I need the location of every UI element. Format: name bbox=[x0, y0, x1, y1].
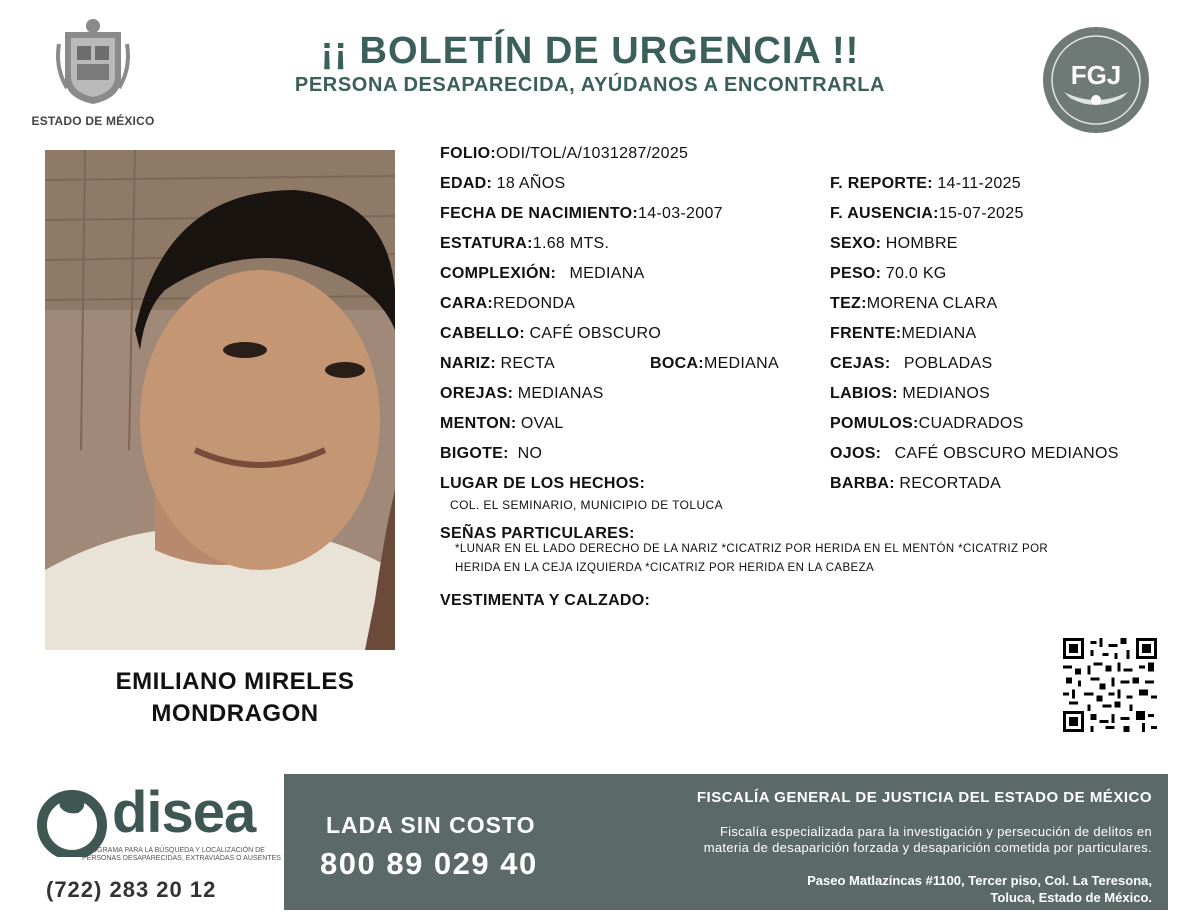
field-cara bbox=[440, 294, 575, 314]
field-nariz bbox=[440, 354, 555, 374]
odisea-logo bbox=[36, 780, 281, 875]
toll-free-label: LADA SIN COSTO bbox=[326, 812, 536, 838]
peso-label: PESO: bbox=[830, 265, 882, 282]
field-senas-label bbox=[440, 524, 635, 544]
labios-label: LABIOS: bbox=[830, 385, 898, 402]
nariz-label: NARIZ: bbox=[440, 355, 497, 372]
frente-label: FRENTE: bbox=[830, 325, 902, 342]
barba-value: RECORTADA bbox=[899, 475, 1002, 492]
bigote-label: BIGOTE: bbox=[440, 445, 509, 462]
agency-address-line2: Toluca, Estado de México. bbox=[990, 890, 1152, 905]
qr-code-icon bbox=[1063, 638, 1157, 732]
sexo-value: HOMBRE bbox=[885, 235, 958, 252]
toll-free-number[interactable]: 800 89 029 40 bbox=[320, 846, 538, 881]
state-coat-of-arms bbox=[28, 18, 158, 128]
field-folio bbox=[440, 144, 688, 164]
odisea-program-note: PROGRAMA PARA LA BÚSQUEDA Y LOCALIZACIÓN DE PERSONAS DESAPARECIDAS, EXTRAVIADAS O AUSENTES bbox=[82, 847, 281, 862]
edad-label: EDAD: bbox=[440, 175, 493, 192]
field-lugar-label bbox=[440, 474, 645, 494]
agency-address bbox=[600, 872, 1152, 906]
pomulos-label: POMULOS: bbox=[830, 415, 919, 432]
bulletin-subtitle: PERSONA DESAPARECIDA, AYÚDANOS A ENCONTRARLA bbox=[294, 74, 886, 96]
barba-label: BARBA: bbox=[830, 475, 895, 492]
pomulos-value: CUADRADOS bbox=[918, 415, 1024, 432]
field-tez bbox=[830, 294, 998, 314]
f-ausencia-value: 15-07-2025 bbox=[938, 205, 1024, 222]
boca-value: MEDIANA bbox=[703, 355, 779, 372]
f-reporte-value: 14-11-2025 bbox=[937, 175, 1021, 192]
folio-label: FOLIO: bbox=[440, 145, 497, 162]
person-full-name bbox=[45, 666, 425, 730]
menton-value: OVAL bbox=[520, 415, 564, 432]
cejas-label: CEJAS: bbox=[830, 355, 891, 372]
ojos-label: OJOS: bbox=[830, 445, 882, 462]
estatura-value: 1.68 MTS. bbox=[532, 235, 610, 252]
fecha-nacimiento-label: FECHA DE NACIMIENTO: bbox=[440, 205, 638, 222]
ojos-value: CAFÉ OBSCURO MEDIANOS bbox=[894, 445, 1119, 462]
tez-value: MORENA CLARA bbox=[866, 295, 998, 312]
odisea-phone[interactable]: (722) 283 20 12 bbox=[46, 877, 217, 902]
field-orejas bbox=[440, 384, 604, 404]
state-name: ESTADO DE MÉXICO bbox=[31, 114, 155, 128]
field-estatura bbox=[440, 234, 609, 254]
labios-value: MEDIANOS bbox=[902, 385, 991, 402]
senas-label: SEÑAS PARTICULARES: bbox=[440, 525, 635, 542]
orejas-label: OREJAS: bbox=[440, 385, 514, 402]
estatura-label: ESTATURA: bbox=[440, 235, 533, 252]
folio-value: ODI/TOL/A/1031287/2025 bbox=[496, 145, 689, 162]
field-f-reporte bbox=[830, 174, 1021, 194]
f-reporte-label: F. REPORTE: bbox=[830, 175, 933, 192]
field-peso bbox=[830, 264, 947, 284]
agency-description-line1: Fiscalía especializada para la investigación y persecución de delitos en bbox=[719, 824, 1152, 839]
lugar-label: LUGAR DE LOS HECHOS: bbox=[440, 475, 646, 492]
coat-of-arms-icon bbox=[53, 18, 133, 106]
complexion-value: MEDIANA bbox=[569, 265, 645, 282]
field-boca bbox=[650, 354, 779, 374]
field-barba bbox=[830, 474, 1001, 494]
edad-value: 18 AÑOS bbox=[496, 175, 566, 192]
orejas-value: MEDIANAS bbox=[517, 385, 604, 402]
vestimenta-label: VESTIMENTA Y CALZADO: bbox=[440, 592, 651, 609]
lugar-value: COL. EL SEMINARIO, MUNICIPIO DE TOLUCA bbox=[450, 498, 724, 512]
cabello-value: CAFÉ OBSCURO bbox=[529, 325, 662, 342]
agency-description-line2: materia de desaparición forzada y desaparición cometida por particulares. bbox=[703, 840, 1152, 855]
agency-description bbox=[600, 824, 1152, 856]
fecha-nacimiento-value: 14-03-2007 bbox=[638, 205, 723, 222]
field-ojos bbox=[830, 444, 1119, 464]
peso-value: 70.0 KG bbox=[885, 265, 947, 282]
odisea-wordmark: disea bbox=[112, 780, 256, 845]
field-bigote bbox=[440, 444, 542, 464]
field-fecha-nacimiento bbox=[440, 204, 723, 224]
bigote-value: NO bbox=[517, 445, 543, 462]
bulletin-title: ¡¡ BOLETÍN DE URGENCIA !! bbox=[320, 30, 860, 72]
fgj-seal bbox=[1042, 26, 1150, 134]
agency-title: FISCALÍA GENERAL DE JUSTICIA DEL ESTADO DE MÉXICO bbox=[696, 789, 1152, 806]
field-cejas bbox=[830, 354, 993, 374]
senas-line2: HERIDA EN LA CEJA IZQUIERDA *CICATRIZ POR HERIDA EN LA CABEZA bbox=[455, 562, 875, 574]
person-name-line1: EMILIANO MIRELES bbox=[115, 668, 355, 695]
frente-value: MEDIANA bbox=[901, 325, 977, 342]
complexion-label: COMPLEXIÓN: bbox=[440, 265, 557, 282]
tez-label: TEZ: bbox=[830, 295, 867, 312]
nariz-value: RECTA bbox=[500, 355, 556, 372]
menton-label: MENTON: bbox=[440, 415, 517, 432]
field-vestimenta bbox=[440, 591, 650, 611]
field-cabello bbox=[440, 324, 661, 344]
qr-code[interactable] bbox=[1063, 638, 1157, 732]
sexo-label: SEXO: bbox=[830, 235, 882, 252]
cara-label: CARA: bbox=[440, 295, 494, 312]
field-pomulos bbox=[830, 414, 1024, 434]
person-name-line2: MONDRAGON bbox=[151, 700, 319, 727]
cara-value: REDONDA bbox=[493, 295, 576, 312]
senas-line1: *LUNAR EN EL LADO DERECHO DE LA NARIZ *CICATRIZ POR HERIDA EN EL MENTÓN *CICATRIZ POR bbox=[455, 543, 1049, 555]
cejas-value: POBLADAS bbox=[903, 355, 993, 372]
boca-label: BOCA: bbox=[650, 355, 704, 372]
f-ausencia-label: F. AUSENCIA: bbox=[830, 205, 939, 222]
missing-person-photo bbox=[45, 150, 395, 650]
field-labios bbox=[830, 384, 990, 404]
field-f-ausencia bbox=[830, 204, 1024, 224]
fgj-seal-icon bbox=[1042, 26, 1150, 134]
field-edad bbox=[440, 174, 565, 194]
field-sexo bbox=[830, 234, 958, 254]
cabello-label: CABELLO: bbox=[440, 325, 526, 342]
field-frente bbox=[830, 324, 976, 344]
fgj-seal-text: FGJ bbox=[1070, 60, 1122, 90]
agency-address-line1: Paseo Matlazíncas #1100, Tercer piso, Col. La Teresona, bbox=[807, 873, 1152, 888]
field-menton bbox=[440, 414, 564, 434]
field-complexion bbox=[440, 264, 645, 284]
